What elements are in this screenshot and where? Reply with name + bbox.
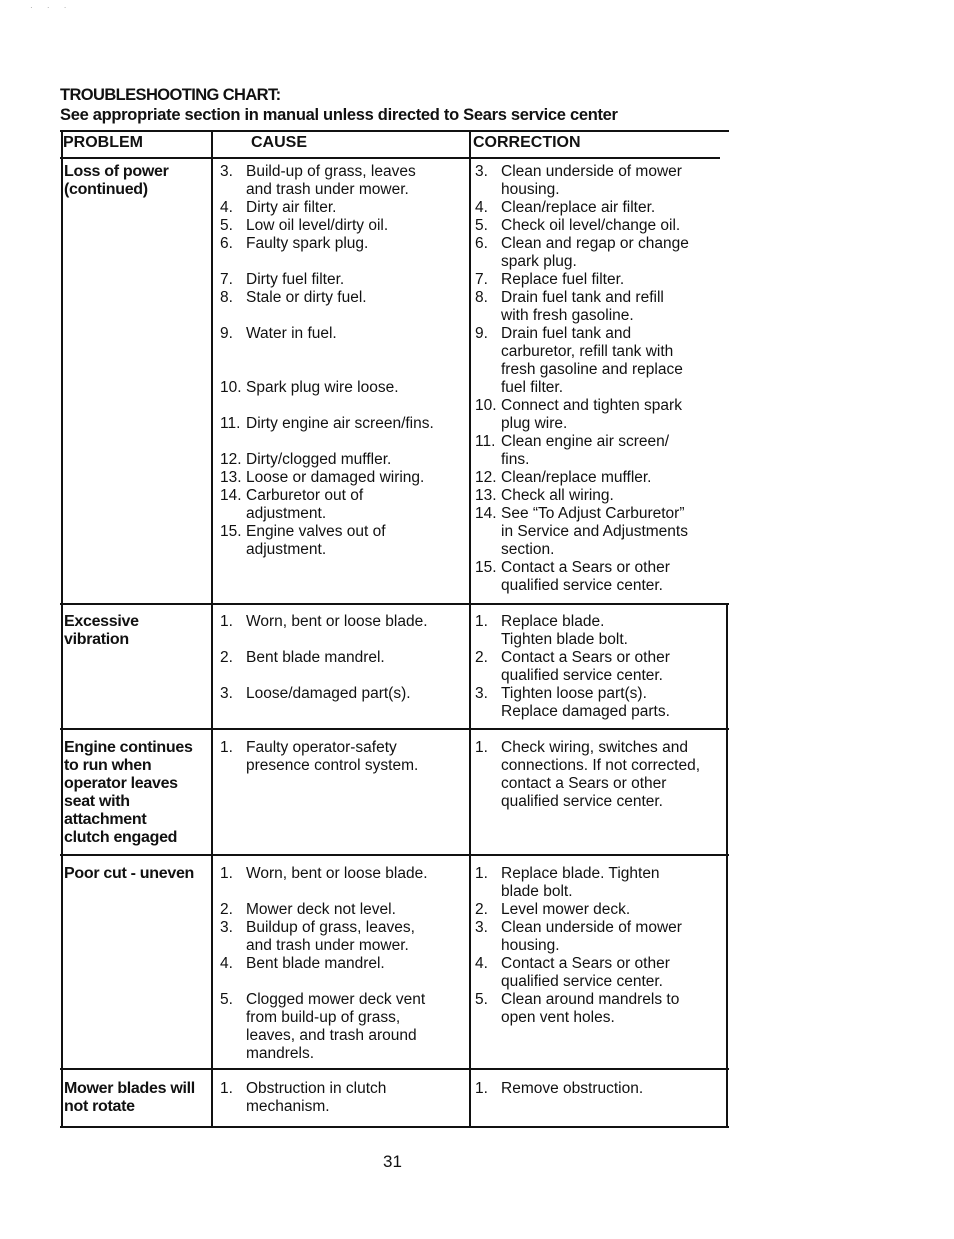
item-number: 8. [220, 289, 233, 306]
item-text: Contact a Sears or other qualified service center. [501, 559, 670, 594]
row-divider [60, 1126, 729, 1128]
correction-item [475, 955, 670, 991]
item-number: 4. [220, 199, 233, 216]
cause-item [220, 991, 425, 1063]
correction-item [475, 685, 670, 721]
item-text: Clean and regap or change spark plug. [501, 235, 689, 270]
item-text: Buildup of grass, leaves, and trash under mower. [246, 919, 415, 954]
cause-item [220, 1080, 386, 1116]
correction-item [475, 289, 664, 325]
item-text: Check all wiring. [501, 487, 614, 504]
item-number: 1. [220, 865, 233, 882]
item-text: Dirty/clogged muffler. [246, 451, 392, 468]
item-text: Carburetor out of adjustment. [246, 487, 364, 522]
correction-item [475, 559, 670, 595]
correction-item [475, 271, 624, 289]
cause-item [220, 955, 385, 973]
page-number: 31 [383, 1152, 402, 1171]
cause-item [220, 163, 416, 199]
item-number: 2. [475, 901, 488, 918]
item-number: 14. [220, 487, 242, 504]
cause-item [220, 451, 391, 469]
item-text: Connect and tighten spark plug wire. [501, 397, 682, 432]
item-text: Bent blade mandrel. [246, 649, 385, 666]
item-text: Drain fuel tank and carburetor, refill tank with fresh gasoline and replace fuel filter. [501, 325, 683, 396]
header-cause: CAUSE [251, 134, 308, 151]
page-subtitle: See appropriate section in manual unless directed to Sears service center [60, 106, 618, 124]
correction-item [475, 199, 655, 217]
cause-item [220, 523, 386, 559]
item-text: Replace fuel filter. [501, 271, 625, 288]
correction-item [475, 865, 660, 901]
row-divider [60, 603, 729, 605]
item-number: 3. [475, 919, 488, 936]
cause-item [220, 649, 385, 667]
item-number: 2. [475, 649, 488, 666]
correction-item [475, 217, 680, 235]
item-text: Engine valves out of adjustment. [246, 523, 386, 558]
cause-item [220, 919, 415, 955]
item-number: 5. [475, 991, 488, 1008]
item-text: Build-up of grass, leaves and trash under mower. [246, 163, 416, 198]
correction-item [475, 901, 630, 919]
item-number: 13. [475, 487, 497, 504]
cause-item [220, 469, 424, 487]
cause-item [220, 613, 428, 631]
correction-item [475, 163, 682, 199]
row-divider [60, 854, 729, 856]
cause-item [220, 901, 396, 919]
item-number: 15. [475, 559, 497, 576]
item-text: Level mower deck. [501, 901, 631, 918]
item-text: Check oil level/change oil. [501, 217, 681, 234]
item-text: Worn, bent or loose blade. [246, 613, 428, 630]
cause-item [220, 415, 434, 433]
item-number: 3. [475, 163, 488, 180]
item-number: 4. [475, 199, 488, 216]
item-number: 12. [220, 451, 242, 468]
item-number: 1. [220, 739, 233, 756]
item-number: 5. [220, 217, 233, 234]
item-text: Tighten loose part(s). Replace damaged parts. [501, 685, 670, 720]
item-text: Clean underside of mower housing. [501, 163, 682, 198]
item-text: Contact a Sears or other qualified service center. [501, 649, 670, 684]
item-text: Clean underside of mower housing. [501, 919, 682, 954]
item-number: 6. [220, 235, 233, 252]
cause-item [220, 199, 336, 217]
problem-cell: Loss of power (continued) [64, 163, 169, 198]
correction-item [475, 505, 688, 559]
item-number: 11. [475, 433, 496, 450]
correction-item [475, 487, 614, 505]
correction-item [475, 1080, 643, 1098]
item-number: 3. [220, 685, 233, 702]
correction-item [475, 919, 682, 955]
item-text: Clean around mandrels to open vent holes. [501, 991, 680, 1026]
item-number: 14. [475, 505, 497, 522]
item-text: Water in fuel. [246, 325, 337, 342]
page-title: TROUBLESHOOTING CHART: [60, 86, 281, 104]
item-text: Spark plug wire loose. [246, 379, 399, 396]
item-number: 15. [220, 523, 242, 540]
cause-item [220, 487, 363, 523]
item-text: Replace blade. Tighten blade bolt. [501, 865, 660, 900]
cause-item [220, 289, 367, 307]
correction-item [475, 325, 683, 397]
item-text: Obstruction in clutch mechanism. [246, 1080, 387, 1115]
table-left-border [61, 130, 63, 1128]
item-text: Stale or dirty fuel. [246, 289, 367, 306]
item-number: 9. [220, 325, 233, 342]
item-number: 1. [475, 739, 488, 756]
item-text: Dirty air filter. [246, 199, 337, 216]
item-number: 13. [220, 469, 242, 486]
cause-item [220, 217, 388, 235]
item-number: 8. [475, 289, 488, 306]
correction-item [475, 235, 689, 271]
correction-item [475, 739, 700, 811]
item-number: 11. [220, 415, 241, 432]
item-text: Remove obstruction. [501, 1080, 644, 1097]
correction-item [475, 397, 682, 433]
item-text: Clean/replace muffler. [501, 469, 652, 486]
correction-item [475, 649, 670, 685]
table-top-border [60, 130, 729, 132]
item-text: Contact a Sears or other qualified service center. [501, 955, 670, 990]
item-text: See “To Adjust Carburetor” in Service and Adjustments section. [501, 505, 688, 558]
item-text: Clogged mower deck vent from build-up of grass, leaves, and trash around mandrels. [246, 991, 426, 1062]
row-divider [60, 728, 729, 730]
item-number: 2. [220, 901, 233, 918]
item-text: Loose/damaged part(s). [246, 685, 411, 702]
item-number: 3. [220, 163, 233, 180]
item-number: 10. [475, 397, 497, 414]
correction-item [475, 613, 628, 649]
item-number: 6. [475, 235, 488, 252]
item-text: Dirty fuel filter. [246, 271, 345, 288]
cause-item [220, 739, 418, 775]
item-text: Mower deck not level. [246, 901, 396, 918]
item-number: 4. [220, 955, 233, 972]
item-text: Dirty engine air screen/fins. [246, 415, 434, 432]
item-text: Worn, bent or loose blade. [246, 865, 428, 882]
scan-marks: · · · [30, 3, 73, 12]
item-text: Loose or damaged wiring. [246, 469, 425, 486]
item-number: 4. [475, 955, 488, 972]
item-text: Drain fuel tank and refill with fresh gasoline. [501, 289, 664, 324]
item-number: 7. [475, 271, 488, 288]
cause-item [220, 685, 411, 703]
problem-cell: Poor cut - uneven [64, 865, 195, 882]
item-number: 1. [475, 1080, 488, 1097]
cause-item [220, 325, 337, 343]
item-number: 3. [475, 685, 488, 702]
row-divider [60, 1068, 729, 1070]
item-text: Replace blade. Tighten blade bolt. [501, 613, 628, 648]
item-number: 2. [220, 649, 233, 666]
cause-item [220, 271, 344, 289]
header-correction: CORRECTION [473, 134, 581, 151]
correction-item [475, 433, 669, 469]
item-number: 10. [220, 379, 242, 396]
item-text: Faulty spark plug. [246, 235, 369, 252]
problem-cell: Excessive vibration [64, 613, 139, 648]
column-divider-2 [469, 130, 471, 1128]
correction-item [475, 991, 679, 1027]
cause-item [220, 379, 399, 397]
cause-item [220, 235, 368, 253]
item-number: 5. [475, 217, 488, 234]
item-number: 9. [475, 325, 488, 342]
header-problem: PROBLEM [63, 134, 143, 151]
item-number: 1. [475, 865, 488, 882]
table-right-border [726, 603, 728, 1128]
item-number: 12. [475, 469, 497, 486]
item-text: Clean engine air screen/ fins. [501, 433, 670, 468]
cause-item [220, 865, 428, 883]
item-text: Clean/replace air filter. [501, 199, 656, 216]
item-text: Bent blade mandrel. [246, 955, 385, 972]
item-number: 1. [475, 613, 488, 630]
header-divider [60, 157, 720, 159]
item-text: Faulty operator-safety presence control system. [246, 739, 419, 774]
item-number: 1. [220, 1080, 233, 1097]
item-number: 1. [220, 613, 233, 630]
problem-cell: Engine continues to run when operator leaves seat with attachment clutch engaged [64, 739, 193, 846]
item-text: Check wiring, switches and connections. If not corrected, contact a Sears or other qualified service center. [501, 739, 701, 810]
item-text: Low oil level/dirty oil. [246, 217, 389, 234]
item-number: 7. [220, 271, 233, 288]
problem-cell: Mower blades will not rotate [64, 1080, 195, 1115]
item-number: 3. [220, 919, 233, 936]
item-number: 5. [220, 991, 233, 1008]
correction-item [475, 469, 652, 487]
